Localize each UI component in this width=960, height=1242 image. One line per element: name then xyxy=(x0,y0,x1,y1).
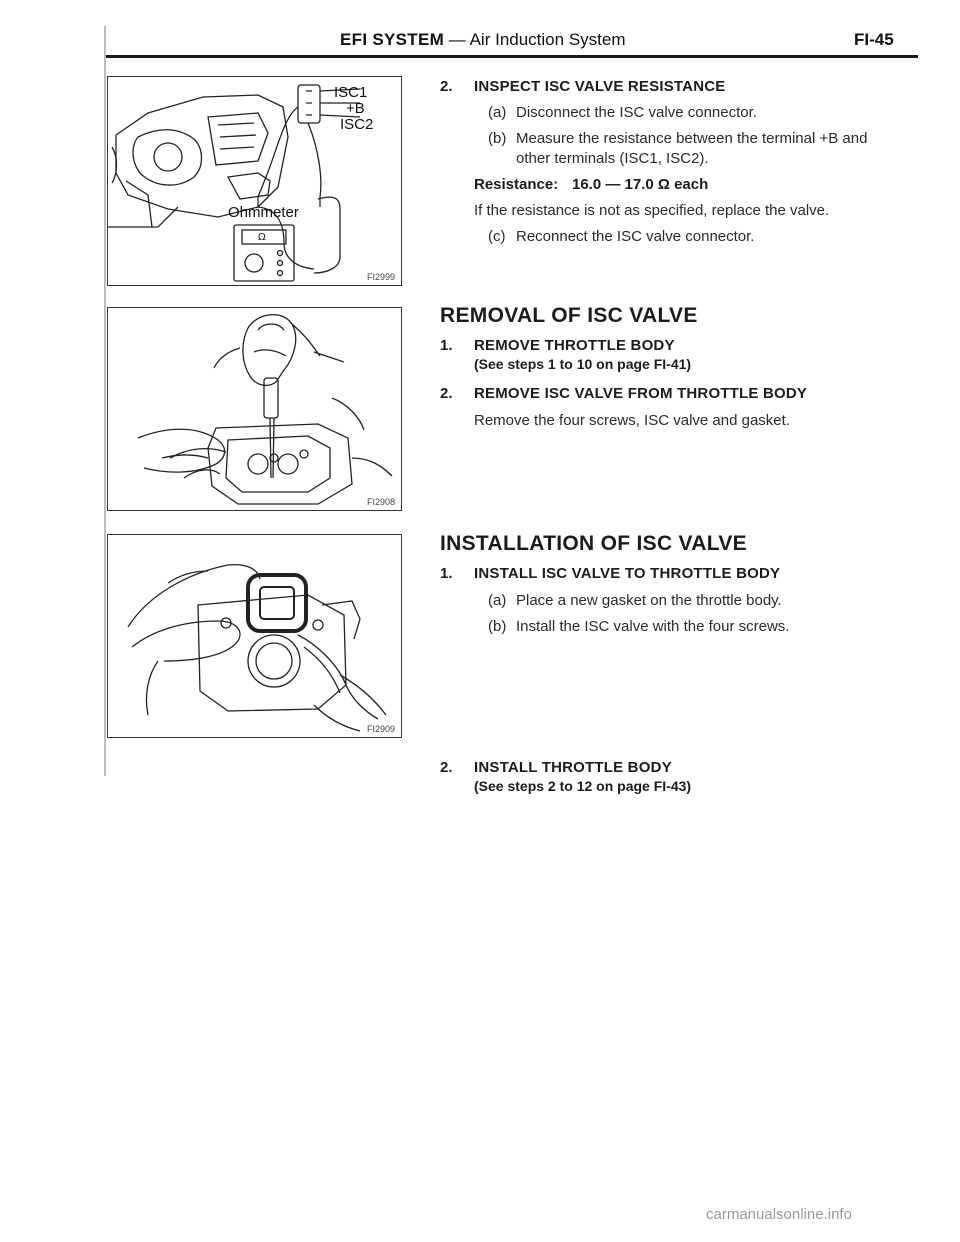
inspect-b-text-1: Measure the resistance between the terminal +B and xyxy=(516,130,868,147)
installation-step2-title: INSTALL THROTTLE BODY xyxy=(474,759,672,776)
installation-step1-title: INSTALL ISC VALVE TO THROTTLE BODY xyxy=(474,565,781,582)
installation-b-text: Install the ISC valve with the four screws. xyxy=(516,618,790,635)
installation-a-label: (a) xyxy=(488,592,507,609)
figure-code: FI2999 xyxy=(366,272,395,282)
figure-code: FI2908 xyxy=(366,497,395,507)
installation-b-label: (b) xyxy=(488,618,507,635)
page-binding-edge xyxy=(104,26,106,776)
inspect-b-label: (b) xyxy=(488,130,507,147)
installation-a-text: Place a new gasket on the throttle body. xyxy=(516,592,782,609)
inspect-note: If the resistance is not as specified, replace the valve. xyxy=(474,202,830,219)
ohmmeter-illustration xyxy=(108,77,401,285)
inspect-a-text: Disconnect the ISC valve connector. xyxy=(516,104,757,121)
removal-step1-title: REMOVE THROTTLE BODY xyxy=(474,337,675,354)
removal-step2-number: 2. xyxy=(440,385,453,402)
removal-heading: REMOVAL OF ISC VALVE xyxy=(440,304,698,327)
removal-step2-text: Remove the four screws, ISC valve and gasket. xyxy=(474,412,790,429)
screwdriver-illustration xyxy=(108,308,401,510)
figure-ohmmeter-check xyxy=(107,76,402,286)
inspect-c-text: Reconnect the ISC valve connector. xyxy=(516,228,755,245)
figure-install-valve xyxy=(107,534,402,738)
header-rule xyxy=(106,55,918,58)
install-valve-illustration xyxy=(108,535,401,737)
installation-step2-number: 2. xyxy=(440,759,453,776)
watermark-text: carmanualsonline.info xyxy=(706,1206,852,1223)
inspect-a-label: (a) xyxy=(488,104,507,121)
label-isc2: ISC2 xyxy=(340,116,374,133)
inspect-step-number: 2. xyxy=(440,78,453,95)
inspect-b-text-2: other terminals (ISC1, ISC2). xyxy=(516,150,709,167)
resistance-value: 16.0 — 17.0 Ω each xyxy=(572,176,709,193)
removal-step1-note: (See steps 1 to 10 on page FI-41) xyxy=(474,356,692,372)
page-number: FI-45 xyxy=(854,30,894,49)
resistance-label: Resistance: xyxy=(474,176,559,193)
removal-step2-title: REMOVE ISC VALVE FROM THROTTLE BODY xyxy=(474,385,808,402)
ohm-symbol: Ω xyxy=(258,232,266,243)
installation-step1-number: 1. xyxy=(440,565,453,582)
label-ohmmeter: Ohmmeter xyxy=(228,204,299,221)
figure-code: FI2909 xyxy=(366,724,395,734)
inspect-step-title: INSPECT ISC VALVE RESISTANCE xyxy=(474,78,726,95)
inspect-c-label: (c) xyxy=(488,228,506,245)
installation-heading: INSTALLATION OF ISC VALVE xyxy=(440,532,747,555)
header-subsection: Air Induction System xyxy=(469,30,626,49)
label-plus-b: +B xyxy=(346,100,365,117)
removal-step1-number: 1. xyxy=(440,337,453,354)
figure-remove-screws xyxy=(107,307,402,511)
label-isc1: ISC1 xyxy=(334,84,368,101)
header-dash: — xyxy=(444,30,470,49)
header-title xyxy=(340,30,626,50)
installation-step2-note: (See steps 2 to 12 on page FI-43) xyxy=(474,778,692,794)
header-section: EFI SYSTEM xyxy=(340,30,445,49)
